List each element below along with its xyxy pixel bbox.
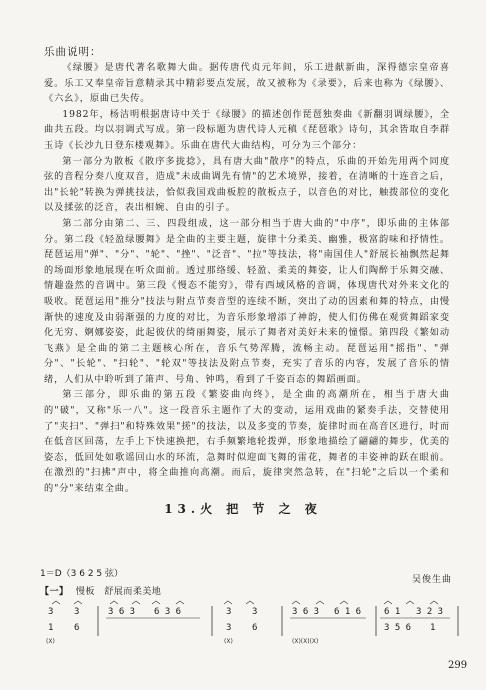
notation-line bbox=[40, 600, 460, 646]
key-signature: 1＝D（3 6 2 5 弦） bbox=[40, 569, 124, 579]
piece-title: 13.火 把 节 之 夜 bbox=[164, 502, 322, 516]
section-heading: 乐曲说明： bbox=[44, 46, 102, 58]
movement-label: 【一】 bbox=[40, 587, 69, 597]
fingering-mark: (X) bbox=[224, 638, 233, 645]
paragraph: 《绿腰》是唐代著名歌舞大曲。据传唐代贞元年间，乐工进献新曲，深得德宗皇帝喜爱。乐工又奉皇帝旨意精录其中精彩要点发展，故又被称为《录要》，后来也称为《绿腰》、《六幺》，原曲已失传。 bbox=[44, 62, 450, 105]
paragraph: 1982年，杨洁明根据唐诗中关于《绿腰》的描述创作琵琶独奏曲《新翻羽调绿腰》，全曲共五段。均以羽调式写成。第一段标题为唐代诗人元稹《琵琶歌》诗句，其余皆取自李群玉诗《长沙九日登东楼观舞》。乐曲在唐代大曲结构，可分为三个部分： bbox=[44, 108, 450, 151]
fingering-mark: (X) bbox=[46, 638, 55, 645]
page-number: 299 bbox=[448, 660, 468, 671]
note-14: 3 5 6 bbox=[384, 623, 412, 633]
note-10: 1 bbox=[48, 623, 54, 633]
note-0: 3 bbox=[48, 607, 54, 617]
note-3: 6 3 6 bbox=[154, 607, 182, 617]
note-5: 3 bbox=[252, 607, 258, 617]
fingering-mark: (X)(X)(X) bbox=[292, 638, 319, 645]
paragraph: 第二部分由第二、三、四段组成，这一部分相当于唐大曲的"中序"，即乐曲的主体部分。第二段《轻盈绿腰舞》是全曲的主要主题，旋律十分柔美、幽雅，极富韵味和抒情性。琵琶运用"弹"、"分"、"轮"、"挫"、"泛音"、"拉"等技法，将"南国佳人"舒展长袖飘然起舞的场面形象地展现在听众面前。透过那络缓、轻盈、柔美的舞姿，让人们陶醉于乐舞交融、情趣盎然的音调中。第三段《慢态不能穷》，带有西域风格的音调，体现唐代对外来文化的吸收。琵琶运用"推分"技法与附点节奏音型的连续不断，突出了动的因素和舞的特点，由慢渐快的速度及由弱渐强的力度的对比，为音乐形象增添了神韵，使人们仿佛在观赏舞蹈家变化无穷、婀娜姿姿，此起彼伏的绮丽舞姿，展示了舞者对美好未来的憧憬。第四段《繁如动飞燕》是全曲的第二主题核心所在，音乐气势浑腾，流畅主动。琵琶运用"摇指"、"弹分"、"长轮"、"扫轮"、"轮双"等技法及附点节奏，充实了音乐的内容，发展了音乐的情绪，人们从中聆听到了箫声、号角、钟鸣，看到了千姿百态的舞蹈画面。 bbox=[44, 217, 450, 385]
paragraph: 第一部分为散板《散序多拢捻》，具有唐大曲"散序"的特点，乐曲的开始先用两个同度弦的音程分奏八度双音，造成"未成曲调先有情"的艺术境界，接着，在清晰的十连音之后，出"长轮"转换为弹挑技法，恰似我国戏曲板腔的散板点子，以音色的对比，触拨部位的变化以及揉弦的泛音，表出相婉、自由的引子。 bbox=[44, 155, 450, 214]
music-score bbox=[40, 566, 460, 646]
jianpu-notation bbox=[40, 600, 460, 646]
note-12: 3 bbox=[226, 623, 232, 633]
body-text bbox=[44, 60, 450, 497]
note-1: 3 bbox=[74, 607, 80, 617]
composer-credit: 吴俊生曲 bbox=[411, 575, 452, 585]
tempo-marking bbox=[40, 584, 161, 597]
note-4: 3 bbox=[226, 607, 232, 617]
note-2: 3 6 3 bbox=[108, 607, 136, 617]
note-8: 6 1 bbox=[384, 607, 401, 617]
note-11: 6 bbox=[74, 623, 80, 633]
paragraph: 第三部分，即乐曲的第五段《繁姿曲向终》，是全曲的高潮所在，相当于唐大曲的"破"，又称"乐一八"。这一段音乐主题作了大的变动，运用戏曲的紧奏手法，交替使用了"夹扫"、"弹扫"和特殊效果"搓"的技法，以及多变的节奏，旋律时而在高音区进行，时而在低音区回荡，左手上下快速换把，右手频繁地轮拨弹，形象地描绘了翩翩的舞步，优美的姿态，低回处如歌谣回山水的环流，急舞时似迎面飞舞的雷花，舞者的丰姿神韵跃在眼前。在激烈的"扫拂"声中，将全曲推向高潮。而后，旋律突然急转，在"扫轮"之后以一个柔和的"分"来结束全曲。 bbox=[44, 389, 450, 495]
note-13: 6 bbox=[252, 623, 258, 633]
note-7: 6 1 6 bbox=[334, 607, 362, 617]
note-9: 3 2 3 bbox=[416, 607, 444, 617]
note-15: 1 bbox=[430, 623, 436, 633]
tempo-text: 慢板 舒展而柔美地 bbox=[75, 587, 162, 597]
note-6: 3 6 3 bbox=[292, 607, 320, 617]
